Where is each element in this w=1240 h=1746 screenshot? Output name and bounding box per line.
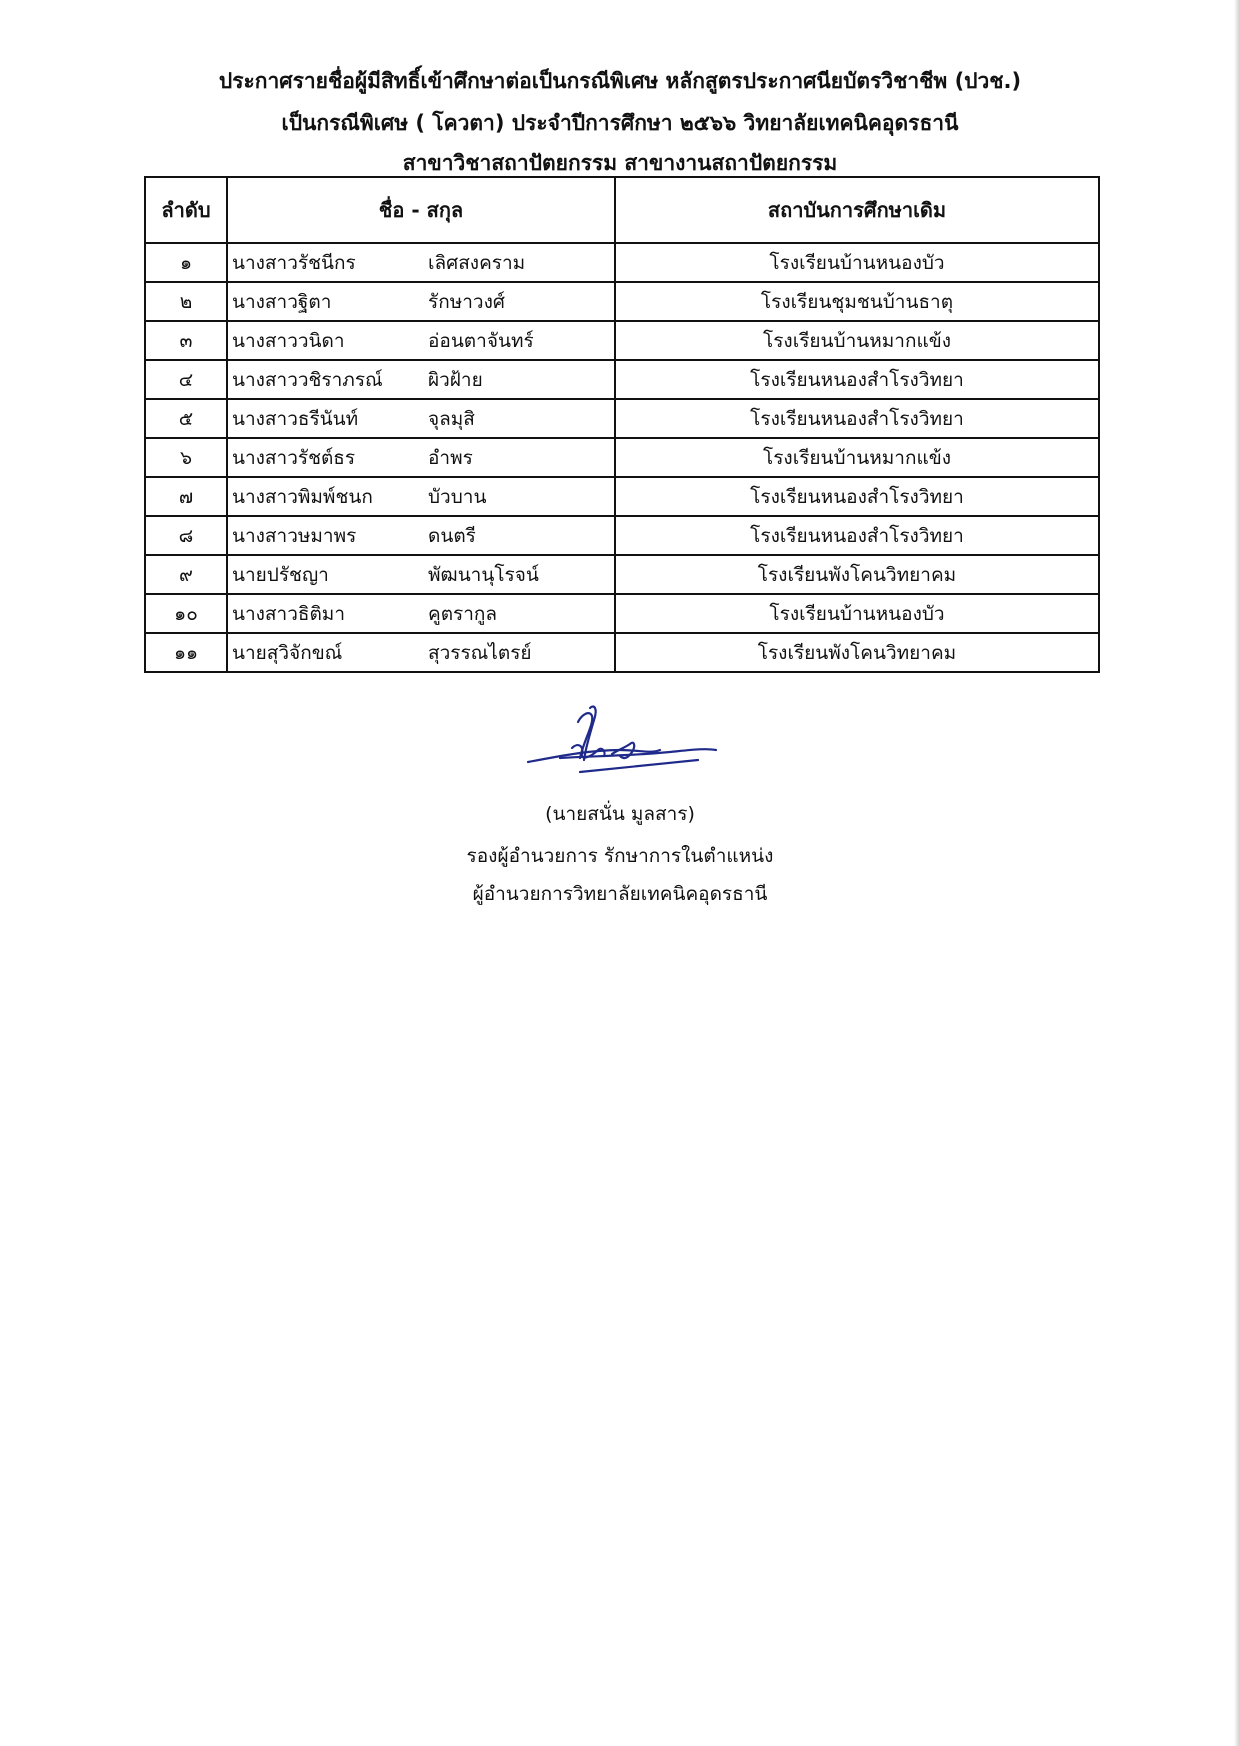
student-first-name: นางสาวพิมพ์ชนก	[232, 485, 373, 508]
row-number: ๓	[145, 321, 227, 360]
previous-school: โรงเรียนบ้านหมากแข้ง	[615, 321, 1099, 360]
announcement-subtitle: เป็นกรณีพิเศษ ( โควตา) ประจำปีการศึกษา ๒๕๖๖ วิทยาลัยเทคนิคอุดรธานี	[281, 111, 959, 135]
student-name-cell	[227, 477, 615, 516]
previous-school: โรงเรียนชุมชนบ้านธาตุ	[615, 282, 1099, 321]
student-name-cell	[227, 360, 615, 399]
table-row	[145, 321, 1099, 360]
table-row	[145, 516, 1099, 555]
table-row	[145, 243, 1099, 282]
row-number: ๑	[145, 243, 227, 282]
student-last-name: สุวรรณไตรย์	[428, 641, 532, 664]
student-name-cell	[227, 243, 615, 282]
student-name-cell	[227, 282, 615, 321]
student-first-name: นางสาวรัชนีกร	[232, 251, 356, 274]
row-number: ๑๐	[145, 594, 227, 633]
signatory-position: รองผู้อำนวยการ รักษาการในตำแหน่ง	[466, 845, 774, 867]
previous-school: โรงเรียนบ้านหมากแข้ง	[615, 438, 1099, 477]
previous-school: โรงเรียนบ้านหนองบัว	[615, 594, 1099, 633]
previous-school: โรงเรียนพังโคนวิทยาคม	[615, 555, 1099, 594]
signatory-name: (นายสนั่น มูลสาร)	[545, 803, 695, 825]
table-row	[145, 399, 1099, 438]
header-name: ชื่อ - สกุล	[227, 177, 615, 243]
previous-school: โรงเรียนหนองสำโรงวิทยา	[615, 516, 1099, 555]
table-row	[145, 633, 1099, 672]
student-first-name: นางสาวฐิตา	[232, 290, 332, 313]
signatory-position-title: ผู้อำนวยการวิทยาลัยเทคนิคอุดรธานี	[472, 883, 768, 905]
announcement-title: ประกาศรายชื่อผู้มีสิทธิ์เข้าศึกษาต่อเป็นกรณีพิเศษ หลักสูตรประกาศนียบัตรวิชาชีพ (ปวช.)	[218, 69, 1022, 93]
previous-school: โรงเรียนหนองสำโรงวิทยา	[615, 399, 1099, 438]
previous-school: โรงเรียนหนองสำโรงวิทยา	[615, 360, 1099, 399]
row-number: ๕	[145, 399, 227, 438]
student-last-name: ดนตรี	[428, 524, 476, 547]
table-header-row	[145, 177, 1099, 243]
student-name-cell	[227, 594, 615, 633]
row-number: ๘	[145, 516, 227, 555]
row-number: ๔	[145, 360, 227, 399]
student-first-name: นางสาววชิราภรณ์	[232, 368, 383, 391]
student-name-cell	[227, 633, 615, 672]
table-body	[145, 243, 1099, 672]
row-number: ๑๑	[145, 633, 227, 672]
student-first-name: นายปรัชญา	[232, 563, 329, 586]
table-row	[145, 438, 1099, 477]
row-number: ๒	[145, 282, 227, 321]
row-number: ๙	[145, 555, 227, 594]
student-name-cell	[227, 516, 615, 555]
previous-school: โรงเรียนหนองสำโรงวิทยา	[615, 477, 1099, 516]
row-number: ๖	[145, 438, 227, 477]
student-first-name: นางสาววนิดา	[232, 329, 345, 352]
student-name-cell	[227, 555, 615, 594]
student-last-name: รักษาวงศ์	[428, 290, 505, 313]
student-last-name: คูตรากูล	[428, 602, 498, 625]
signature	[520, 700, 720, 780]
student-last-name: พัฒนานุโรจน์	[428, 563, 539, 586]
header-number: ลำดับ	[145, 177, 227, 243]
previous-school: โรงเรียนบ้านหนองบัว	[615, 243, 1099, 282]
student-last-name: เลิศสงคราม	[428, 251, 526, 274]
table-row	[145, 555, 1099, 594]
student-first-name: นางสาวรัชต์ธร	[232, 446, 356, 469]
student-first-name: นางสาวธิติมา	[232, 602, 345, 625]
program-title: สาขาวิชาสถาปัตยกรรม สาขางานสถาปัตยกรรม	[402, 151, 838, 175]
table-row	[145, 594, 1099, 633]
student-name-cell	[227, 438, 615, 477]
previous-school: โรงเรียนพังโคนวิทยาคม	[615, 633, 1099, 672]
student-first-name: นางสาวษมาพร	[232, 524, 357, 547]
student-name-cell	[227, 399, 615, 438]
student-first-name: นายสุวิจักขณ์	[232, 641, 343, 664]
student-last-name: ผิวฝ้าย	[428, 368, 483, 391]
table-row	[145, 360, 1099, 399]
student-table	[144, 176, 1100, 673]
student-last-name: จุลมุสิ	[428, 407, 475, 430]
student-name-cell	[227, 321, 615, 360]
header-school: สถาบันการศึกษาเดิม	[615, 177, 1099, 243]
table-row	[145, 477, 1099, 516]
student-first-name: นางสาวธรีนันท์	[232, 407, 359, 430]
page-edge	[1234, 0, 1240, 1746]
table-row	[145, 282, 1099, 321]
student-last-name: บัวบาน	[428, 485, 487, 508]
row-number: ๗	[145, 477, 227, 516]
student-last-name: อ่อนตาจันทร์	[428, 329, 534, 352]
student-last-name: อำพร	[428, 446, 473, 469]
